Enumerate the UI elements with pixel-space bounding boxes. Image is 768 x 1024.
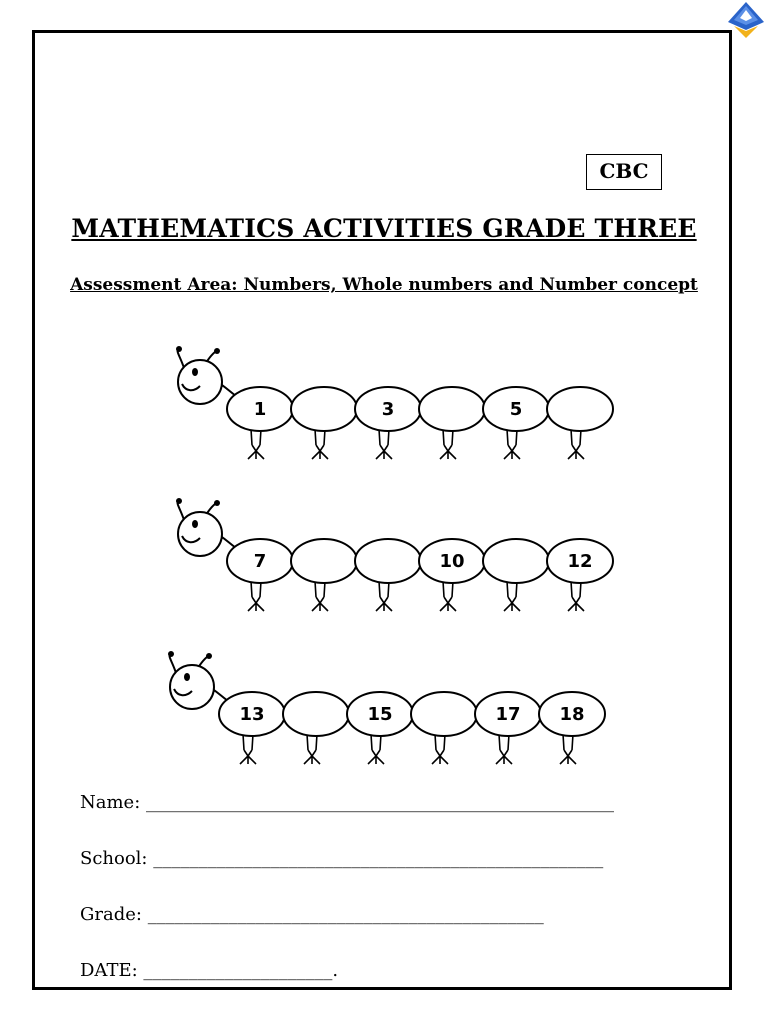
caterpillar-leg bbox=[376, 429, 392, 459]
grade-blank[interactable]: ____________________________________________ bbox=[147, 904, 544, 925]
caterpillar-leg bbox=[432, 734, 448, 764]
antenna-tip bbox=[214, 348, 220, 354]
body-segment bbox=[291, 539, 357, 583]
body-segment bbox=[419, 387, 485, 431]
caterpillar-eye bbox=[192, 368, 198, 376]
grade-field bbox=[80, 904, 544, 925]
caterpillar-3 bbox=[168, 651, 605, 764]
segment-number: 7 bbox=[253, 551, 267, 572]
body-segment bbox=[483, 539, 549, 583]
caterpillar-leg bbox=[568, 581, 584, 611]
segment-number: 10 bbox=[439, 551, 465, 572]
body-segment bbox=[283, 692, 349, 736]
caterpillar-leg bbox=[304, 734, 320, 764]
body-segment bbox=[291, 387, 357, 431]
caterpillar-leg bbox=[312, 429, 328, 459]
school-field bbox=[80, 848, 603, 869]
caterpillar-leg bbox=[376, 581, 392, 611]
caterpillar-leg bbox=[440, 581, 456, 611]
segment-number: 3 bbox=[381, 399, 395, 420]
caterpillar-leg bbox=[248, 429, 264, 459]
date-field bbox=[80, 960, 338, 981]
name-blank[interactable]: ____________________________________________________ bbox=[146, 792, 615, 813]
segment-number: 5 bbox=[509, 399, 523, 420]
school-blank[interactable]: __________________________________________________ bbox=[153, 848, 604, 869]
antenna-tip bbox=[214, 500, 220, 506]
segment-number: 12 bbox=[567, 551, 593, 572]
caterpillar-1 bbox=[176, 346, 613, 459]
caterpillar-leg bbox=[568, 429, 584, 459]
antenna-tip bbox=[168, 651, 174, 657]
antenna-tip bbox=[176, 346, 182, 352]
page-title: MATHEMATICS ACTIVITIES GRADE THREE bbox=[71, 214, 697, 243]
segment-number: 13 bbox=[239, 704, 265, 725]
body-segment bbox=[411, 692, 477, 736]
caterpillar-worksheet bbox=[150, 340, 640, 770]
body-segment bbox=[547, 387, 613, 431]
caterpillar-leg bbox=[560, 734, 576, 764]
date-label: DATE: bbox=[80, 960, 138, 981]
caterpillar-leg bbox=[312, 581, 328, 611]
name-field bbox=[80, 792, 614, 813]
body-segment bbox=[355, 539, 421, 583]
caterpillar-eye bbox=[192, 520, 198, 528]
caterpillar-head bbox=[178, 512, 222, 556]
caterpillar-head bbox=[178, 360, 222, 404]
cbc-badge: CBC bbox=[586, 154, 662, 190]
segment-number: 15 bbox=[367, 704, 393, 725]
caterpillar-leg bbox=[240, 734, 256, 764]
caterpillar-leg bbox=[440, 429, 456, 459]
caterpillar-leg bbox=[496, 734, 512, 764]
caterpillar-head bbox=[170, 665, 214, 709]
antenna-tip bbox=[206, 653, 212, 659]
caterpillar-eye bbox=[184, 673, 190, 681]
name-label: Name: bbox=[80, 792, 141, 813]
segment-number: 1 bbox=[253, 399, 267, 420]
caterpillar-leg bbox=[368, 734, 384, 764]
caterpillar-leg bbox=[248, 581, 264, 611]
segment-number: 17 bbox=[495, 704, 521, 725]
caterpillar-2 bbox=[176, 498, 613, 611]
caterpillar-leg bbox=[504, 429, 520, 459]
school-label: School: bbox=[80, 848, 148, 869]
caterpillar-leg bbox=[504, 581, 520, 611]
assessment-area-subtitle: Assessment Area: Numbers, Whole numbers and Number concept bbox=[70, 275, 698, 295]
grade-label: Grade: bbox=[80, 904, 142, 925]
antenna-tip bbox=[176, 498, 182, 504]
segment-number: 18 bbox=[559, 704, 585, 725]
date-blank[interactable]: _____________________. bbox=[143, 960, 339, 981]
